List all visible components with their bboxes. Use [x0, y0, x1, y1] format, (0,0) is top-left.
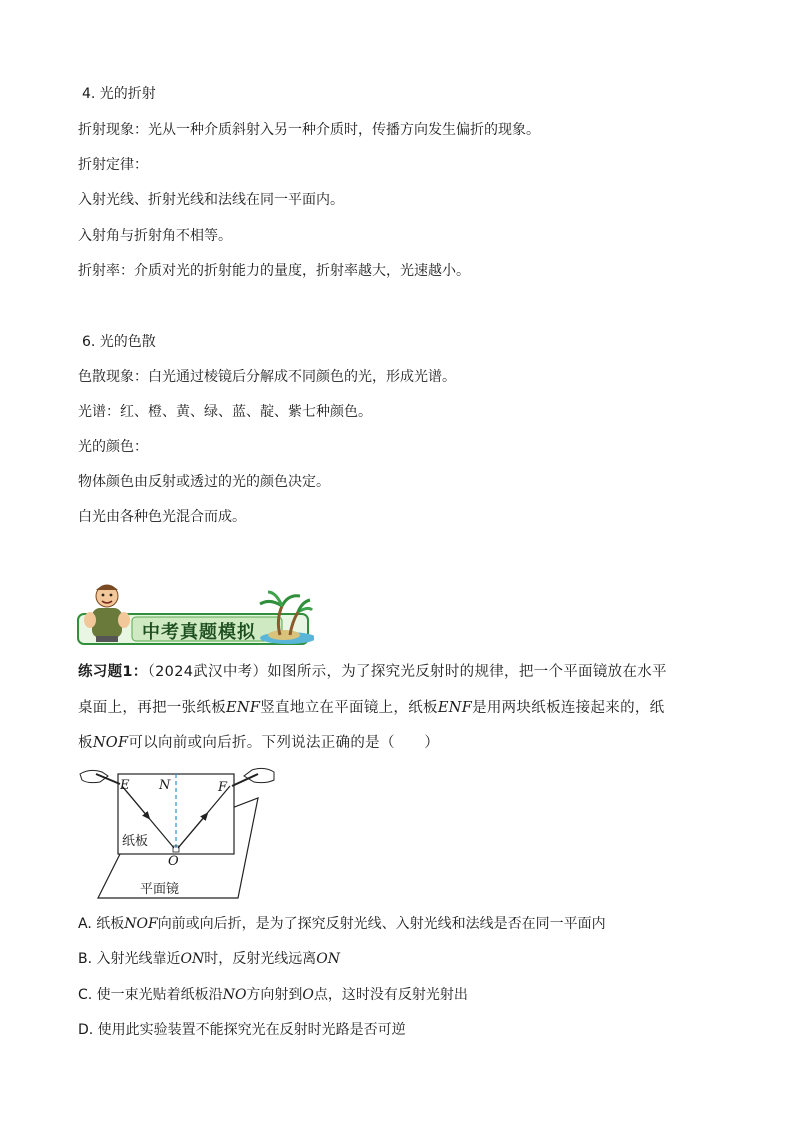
section-heading-refraction: 4. 光的折射 [82, 86, 156, 102]
option-text: 方向射到 [246, 987, 303, 1003]
exam-practice-banner [76, 580, 314, 646]
figure-label-n: N [159, 778, 171, 793]
figure-label-e: E [120, 778, 130, 793]
reflection-experiment-figure [78, 766, 278, 900]
exercise-line-2 [78, 698, 664, 718]
light-color-1: 物体颜色由反射或透过的光的颜色决定。 [78, 474, 330, 490]
option-text: 时，反射光线远离 [204, 951, 317, 967]
exercise-line-3 [78, 733, 439, 753]
option-text: B. 入射光线靠近 [78, 951, 181, 967]
refraction-index: 折射率：介质对光的折射能力的量度，折射率越大，光速越小。 [78, 263, 470, 279]
figure-label-o: O [168, 854, 179, 869]
light-color-2: 白光由各种色光混合而成。 [78, 509, 246, 525]
option-italic: ON [316, 951, 340, 967]
option-text: C. 使一束光贴着纸板沿 [78, 987, 223, 1003]
exercise-text: 是用两块纸板连接起来的，纸 [472, 700, 665, 716]
option-italic: O [302, 987, 314, 1003]
light-color-title: 光的颜色： [78, 439, 148, 455]
option-c [78, 985, 468, 1005]
left-hand-icon [80, 770, 120, 784]
exercise-italic: ENF [226, 700, 261, 716]
option-text: 点，这时没有反射光射出 [313, 987, 468, 1003]
option-italic: NO [222, 987, 247, 1003]
option-d: D. 使用此实验装置不能探究光在反射时光路是否可逆 [78, 1022, 406, 1038]
option-italic: NOF [124, 916, 158, 932]
spectrum-line: 光谱：红、橙、黄、绿、蓝、靛、紫七种颜色。 [78, 404, 372, 420]
refraction-law-2: 入射角与折射角不相等。 [78, 228, 232, 244]
figure-label-board: 纸板 [122, 834, 149, 849]
option-italic: ON [180, 951, 205, 967]
refraction-phenomenon: 折射现象：光从一种介质斜射入另一种介质时，传播方向发生偏折的现象。 [78, 122, 540, 138]
option-a [78, 914, 606, 934]
exercise-line-1 [78, 662, 667, 682]
exercise-italic: ENF [437, 700, 473, 716]
exercise-text: 可以向前或向后折。下列说法正确的是（ ） [128, 735, 440, 751]
exercise-italic: NOF [92, 735, 129, 751]
exercise-line-1-text: （2024武汉中考）如图所示，为了探究光反射时的规律，把一个平面镜放在水平 [147, 664, 667, 680]
refraction-law-1: 入射光线、折射光线和法线在同一平面内。 [78, 192, 344, 208]
exercise-text: 板 [78, 735, 93, 751]
exercise-label: 练习题1： [78, 664, 148, 680]
right-hand-icon [232, 768, 274, 786]
figure-label-mirror: 平面镜 [140, 882, 180, 897]
exercise-text: 桌面上，再把一张纸板 [78, 700, 226, 716]
section-heading-dispersion: 6. 光的色散 [82, 334, 156, 350]
figure-label-f: F [218, 780, 228, 795]
refraction-law-title: 折射定律： [78, 157, 148, 173]
palm-tree-icon [260, 592, 312, 612]
option-b [78, 949, 340, 969]
dispersion-phenomenon: 色散现象：白光通过棱镜后分解成不同颜色的光，形成光谱。 [78, 369, 456, 385]
exercise-text: 竖直地立在平面镜上，纸板 [260, 700, 438, 716]
banner-title: 中考真题模拟 [142, 622, 256, 643]
option-text: 向前或向后折，是为了探究反射光线、入射光线和法线是否在同一平面内 [157, 916, 606, 932]
option-text: A. 纸板 [78, 916, 125, 932]
